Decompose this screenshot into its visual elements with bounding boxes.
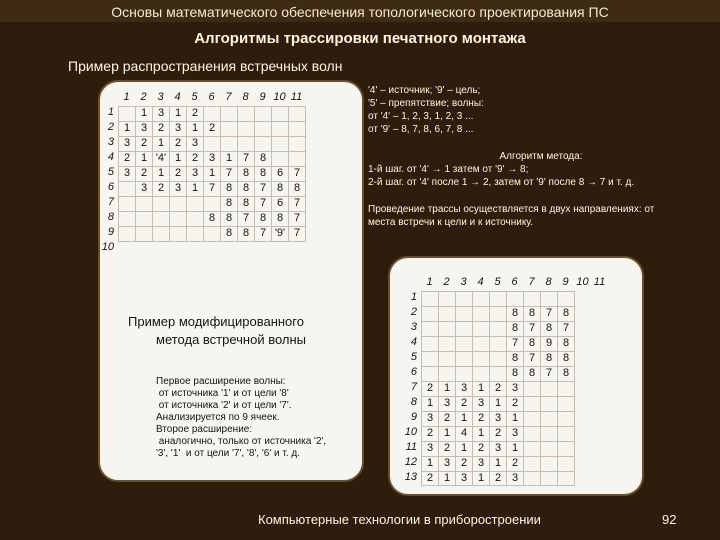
grid-cell: 3 [421,441,439,457]
grid-cell: 8 [254,151,272,167]
grid-cell: 2 [169,136,187,152]
grid-cell [271,136,289,152]
grid-cell [421,366,439,382]
grid-cell: 7 [288,166,306,182]
grid-cell: 1 [489,396,507,412]
grid-cell [421,351,439,367]
grid-cell: 1 [421,456,439,472]
grid-cell [135,226,153,242]
grid-cell: 2 [421,426,439,442]
grid-cell: 3 [472,396,490,412]
row-header: 1 [107,106,114,118]
row-header: 10 [404,426,417,438]
column-header: 8 [242,91,249,103]
grid-cell: 2 [489,426,507,442]
grid-cell: 1 [438,381,456,397]
slide-title: Алгоритмы трассировки печатного монтажа [194,30,526,47]
grid-cell: 8 [220,196,238,212]
grid-cell [540,291,558,307]
grid-cell [472,306,490,322]
grid-cell: 1 [438,471,456,486]
grid-cell [557,426,575,442]
row-header: 8 [410,396,417,408]
grid-cell: 8 [288,181,306,197]
grid-cell [288,151,306,167]
grid-cell: 1 [186,181,204,197]
column-header: 1 [123,91,130,103]
grid-cell: 1 [220,151,238,167]
grid-cell [421,321,439,337]
section-subtitle: Пример распространения встречных волн [68,58,343,74]
modified-heading-2: метода встречной волны [156,332,307,347]
grid-cell [540,396,558,412]
grid-cell: 2 [438,411,456,427]
grid-cell [254,136,272,152]
grid-cell [438,321,456,337]
row-header: 9 [107,226,114,238]
note-line: Алгоритм метода: [499,151,583,162]
grid-cell: 3 [203,151,221,167]
grid-cell [169,196,187,212]
row-header: 10 [101,241,114,253]
grid-cell [237,106,255,122]
grid-cell [438,306,456,322]
grid-cell [472,366,490,382]
grid-cell [523,291,541,307]
grid-cell [557,291,575,307]
modified-wave-panel [388,256,644,496]
grid-cell: 1 [421,396,439,412]
footer-text: Компьютерные технологии в приборостроении [258,512,541,527]
grid-cell [557,411,575,427]
grid-cell: 1 [472,471,490,486]
row-header: 13 [404,471,417,483]
row-header: 2 [410,306,417,318]
column-header: 2 [140,91,147,103]
grid-cell [152,226,170,242]
grid-cell: 3 [118,136,136,152]
grid-cell: 7 [557,321,575,337]
grid-cell: 7 [288,226,306,242]
grid-cell: 8 [506,351,524,367]
grid-cell [169,211,187,227]
row-header: 6 [410,366,417,378]
grid-cell [455,321,473,337]
grid-cell [557,441,575,457]
grid-cell [237,136,255,152]
grid-cell: 8 [237,181,255,197]
grid-cell [237,121,255,137]
grid-cell: 8 [557,351,575,367]
grid-cell: 3 [135,121,153,137]
course-title: Основы математического обеспечения топологического проектирования ПС [111,4,609,20]
grid-cell: 8 [557,336,575,352]
grid-cell: 7 [288,196,306,212]
grid-cell [288,106,306,122]
grid-cell: 7 [237,151,255,167]
grid-cell [169,226,187,242]
grid-cell [540,381,558,397]
grid-cell: 2 [421,381,439,397]
grid-cell: 8 [254,166,272,182]
column-header: 3 [157,91,164,103]
grid-cell [118,181,136,197]
grid-cell [455,306,473,322]
grid-cell: 2 [186,151,204,167]
grid-cell [438,291,456,307]
grid-cell [271,121,289,137]
column-header: 11 [593,276,606,288]
grid-cell [540,471,558,486]
grid-cell: 1 [489,456,507,472]
grid-cell [472,351,490,367]
grid-cell [186,226,204,242]
grid-cell [455,336,473,352]
row-header: 1 [410,291,417,303]
note-line: от '4' – 1, 2, 3, 1, 2, 3 ... [368,111,474,122]
row-header: 3 [410,321,417,333]
column-header: 10 [273,91,286,103]
grid-cell: 8 [523,306,541,322]
grid-cell: 3 [506,471,524,486]
note-line: 2-й шаг. от '4' после 1 → 2, затем от '9' после 8 → 7 и т. д. [368,177,635,188]
modified-line: от источника '1' и от цели '8' [156,388,289,399]
grid-cell [438,336,456,352]
grid-cell: 2 [438,441,456,457]
row-header: 3 [107,136,114,148]
grid-cell: 2 [455,396,473,412]
grid-cell [557,396,575,412]
grid-cell: 8 [506,306,524,322]
column-header: 7 [225,91,232,103]
grid-cell: 3 [118,166,136,182]
grid-cell [523,441,541,457]
row-header: 4 [107,151,114,163]
grid-cell [472,291,490,307]
grid-cell [288,136,306,152]
grid-cell: 8 [271,181,289,197]
grid-cell: 3 [472,456,490,472]
grid-cell: 2 [455,456,473,472]
row-header: 7 [107,196,114,208]
column-header: 11 [290,91,303,103]
grid-cell [455,351,473,367]
grid-cell: 2 [421,471,439,486]
column-header: 5 [494,276,501,288]
grid-cell [455,291,473,307]
row-header: 5 [107,166,114,178]
grid-cell [489,321,507,337]
column-header: 10 [576,276,589,288]
grid-cell: 3 [152,106,170,122]
grid-cell: 1 [118,121,136,137]
algorithm-notes [368,84,714,237]
routing-paragraph [368,203,714,229]
row-header: 9 [410,411,417,423]
grid-cell [489,336,507,352]
grid-cell: 8 [557,366,575,382]
note-line: от '9' – 8, 7, 8, 6, 7, 8 ... [368,124,474,135]
grid-cell: 6 [271,166,289,182]
grid-cell: 3 [506,426,524,442]
grid-cell [254,106,272,122]
grid-cell [220,136,238,152]
grid-cell [438,351,456,367]
grid-cell: 2 [152,121,170,137]
grid-cell: 3 [135,181,153,197]
grid-cell: 7 [237,211,255,227]
wave-grid [118,106,305,241]
note-line: Проведение трассы осуществляется в двух направлениях: от [368,204,655,215]
grid-cell [472,336,490,352]
grid-cell: 8 [523,336,541,352]
grid-cell: 7 [506,336,524,352]
modified-line: аналогично, только от источника '2', [156,436,327,447]
grid-cell [186,196,204,212]
grid-cell: 2 [489,381,507,397]
grid-cell: '9' [271,226,289,242]
grid-cell [540,456,558,472]
grid-cell: 2 [135,166,153,182]
modified-line: '3', '1' и от цели '7', '8', '6' и т. д. [156,448,301,459]
grid-cell: 7 [254,226,272,242]
note-line: '4' – источник; '9' – цель; [368,85,481,96]
grid-cell: 7 [540,306,558,322]
row-header: 11 [405,441,417,453]
grid-cell: 8 [237,196,255,212]
row-header: 5 [410,351,417,363]
grid-cell: 3 [169,181,187,197]
grid-cell: 7 [254,196,272,212]
grid-cell [472,321,490,337]
column-header: 9 [259,91,266,103]
grid-cell: 3 [455,381,473,397]
grid-cell: 2 [152,181,170,197]
grid-cell: 8 [523,366,541,382]
grid-cell: '4' [152,151,170,167]
grid-cell: 3 [438,396,456,412]
grid-cell: 3 [506,381,524,397]
grid-cell: 3 [455,471,473,486]
grid-cell: 8 [237,166,255,182]
grid-cell [271,106,289,122]
row-header: 4 [410,336,417,348]
algorithm-paragraph [368,150,714,189]
grid-cell [254,121,272,137]
grid-cell: 1 [135,151,153,167]
grid-cell [135,196,153,212]
grid-cell [455,366,473,382]
grid-cell: 7 [220,166,238,182]
column-header: 4 [477,276,484,288]
grid-cell: 8 [220,211,238,227]
row-header: 12 [404,456,417,468]
grid-cell: 1 [472,426,490,442]
column-header: 4 [174,91,181,103]
column-header: 9 [562,276,569,288]
grid-cell: 3 [489,411,507,427]
grid-cell [220,121,238,137]
grid-cell: 1 [135,106,153,122]
grid-cell: 8 [271,211,289,227]
grid-cell [135,211,153,227]
modified-heading-1: Пример модифицированного [128,314,304,329]
modified-wave-grid [421,291,574,485]
grid-cell [506,291,524,307]
grid-cell [540,411,558,427]
grid-cell: 1 [203,166,221,182]
column-header: 1 [426,276,433,288]
grid-cell: 3 [438,456,456,472]
grid-cell [540,426,558,442]
grid-cell: 4 [455,426,473,442]
grid-cell: 2 [135,136,153,152]
grid-cell: 1 [472,381,490,397]
grid-cell: 1 [455,411,473,427]
grid-cell [288,121,306,137]
grid-cell [557,381,575,397]
grid-cell: 8 [220,226,238,242]
grid-cell [489,306,507,322]
grid-cell: 3 [169,121,187,137]
grid-cell [557,456,575,472]
column-header: 3 [460,276,467,288]
grid-cell: 7 [203,181,221,197]
modified-line: Второе расширение: [156,424,253,435]
grid-cell [438,366,456,382]
grid-cell [523,381,541,397]
row-header: 8 [107,211,114,223]
grid-cell [489,291,507,307]
grid-cell: 1 [169,151,187,167]
grid-cell: 2 [169,166,187,182]
grid-cell: 6 [271,196,289,212]
grid-cell: 2 [506,456,524,472]
grid-cell: 2 [472,411,490,427]
grid-cell: 7 [523,351,541,367]
grid-cell: 2 [472,441,490,457]
grid-cell: 1 [506,411,524,427]
grid-cell [118,226,136,242]
grid-cell: 3 [186,166,204,182]
column-header: 2 [443,276,450,288]
grid-cell [421,336,439,352]
column-header: 8 [545,276,552,288]
grid-cell: 8 [203,211,221,227]
modified-line: Первое расширение волны: [156,376,286,387]
grid-cell: 3 [489,441,507,457]
grid-cell [421,306,439,322]
grid-cell: 1 [152,136,170,152]
grid-cell [118,196,136,212]
grid-cell [489,351,507,367]
grid-cell [523,471,541,486]
grid-cell [421,291,439,307]
grid-cell: 1 [152,166,170,182]
grid-cell: 1 [186,121,204,137]
grid-cell [523,426,541,442]
column-header: 6 [208,91,215,103]
grid-cell: 8 [540,351,558,367]
row-header: 6 [107,181,114,193]
grid-cell [271,151,289,167]
grid-cell: 1 [455,441,473,457]
grid-cell: 8 [220,181,238,197]
grid-cell: 1 [506,441,524,457]
grid-cell: 2 [489,471,507,486]
legend-paragraph [368,84,714,136]
grid-cell: 7 [254,181,272,197]
grid-cell [523,456,541,472]
grid-cell [489,366,507,382]
grid-cell [203,196,221,212]
grid-cell: 8 [540,321,558,337]
grid-cell: 2 [186,106,204,122]
grid-cell: 1 [438,426,456,442]
grid-cell: 7 [288,211,306,227]
grid-cell: 8 [557,306,575,322]
grid-cell: 3 [186,136,204,152]
grid-cell: 8 [506,366,524,382]
grid-cell [118,211,136,227]
column-header: 5 [191,91,198,103]
grid-cell [220,106,238,122]
grid-cell [118,106,136,122]
column-header: 6 [511,276,518,288]
grid-cell: 8 [506,321,524,337]
grid-cell: 8 [254,211,272,227]
grid-cell [203,226,221,242]
grid-cell: 8 [237,226,255,242]
grid-cell: 2 [506,396,524,412]
grid-cell: 1 [169,106,187,122]
modified-line: от источника '2' и от цели '7'. [156,400,292,411]
modified-line: Анализируется по 9 ячеек. [156,412,280,423]
note-line: 1-й шаг. от '4' → 1 затем от '9' → 8; [368,164,529,175]
grid-cell [557,471,575,486]
note-line: места встречи к цели и к источнику. [368,217,534,228]
grid-cell: 7 [540,366,558,382]
note-line: '5' – препятствие; волны: [368,98,484,109]
grid-cell [152,196,170,212]
wave-example-panel [98,80,364,482]
column-header: 7 [528,276,535,288]
grid-cell: 2 [118,151,136,167]
row-header: 2 [107,121,114,133]
grid-cell [523,411,541,427]
grid-cell [203,106,221,122]
grid-cell: 2 [203,121,221,137]
grid-cell [523,396,541,412]
grid-cell [540,441,558,457]
grid-cell [203,136,221,152]
grid-cell: 9 [540,336,558,352]
modified-method-description [156,376,326,460]
row-header: 7 [410,381,417,393]
grid-cell [152,211,170,227]
grid-cell [186,211,204,227]
grid-cell: 3 [421,411,439,427]
page-number: 92 [662,512,677,527]
grid-cell: 7 [523,321,541,337]
